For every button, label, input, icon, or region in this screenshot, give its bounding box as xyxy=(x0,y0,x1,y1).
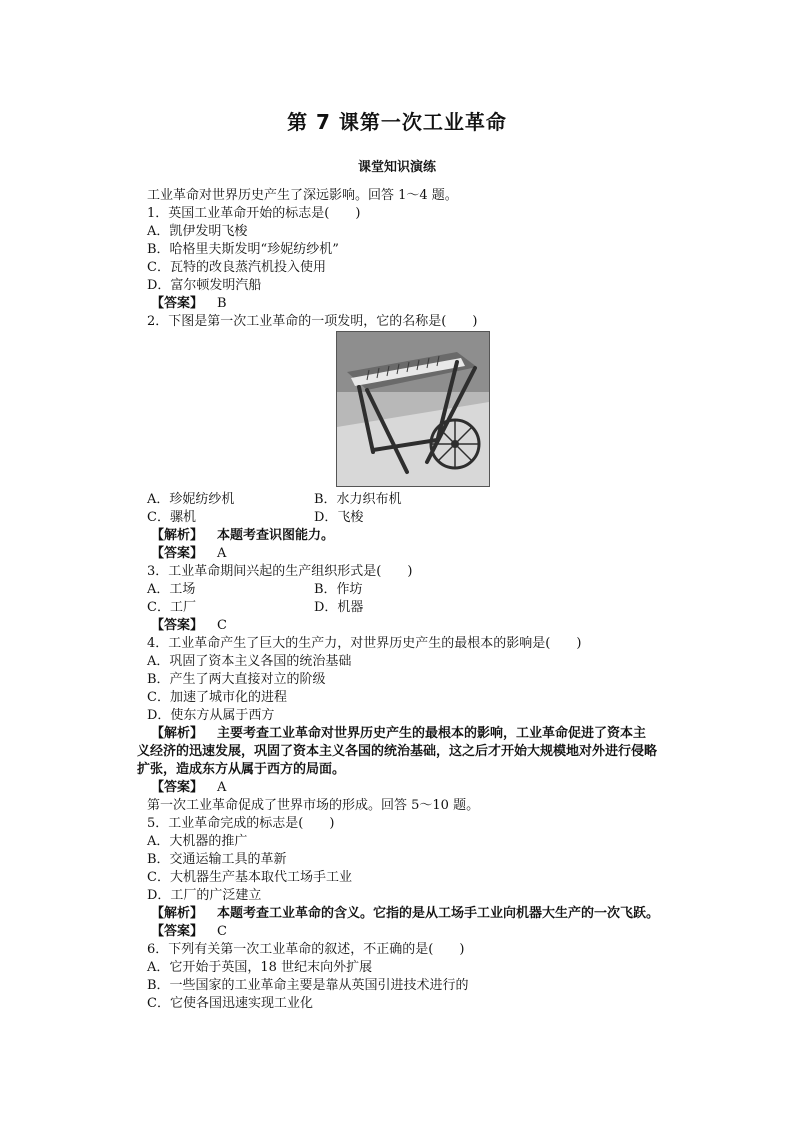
q3-stem: 3．工业革命期间兴起的生产组织形式是( ) xyxy=(147,564,413,579)
q3-options-row-2 xyxy=(147,599,687,617)
q2-answer xyxy=(147,545,687,563)
q4-option-c: C．加速了城市化的进程 xyxy=(147,690,287,705)
q2-figure xyxy=(139,331,687,491)
intro-5-10: 第一次工业革命促成了世界市场的形成。回答 5～10 题。 xyxy=(147,798,480,813)
q6-option-b: B．一些国家的工业革命主要是靠从英国引进技术进行的 xyxy=(147,978,469,993)
q4-answer xyxy=(147,779,687,797)
q5-answer-value: C xyxy=(217,924,227,939)
q5-analysis xyxy=(147,905,687,923)
q4-analysis-line-3: 扩张，造成东方从属于西方的局面。 xyxy=(137,762,346,777)
q1-answer xyxy=(147,295,687,313)
spinning-jenny-image xyxy=(336,331,490,487)
q4-answer-value: A xyxy=(217,780,227,795)
q3-option-a: A．工场 xyxy=(147,582,196,597)
answer-tag: 【答案】 xyxy=(151,296,204,311)
q5-answer xyxy=(147,923,687,941)
spinning-jenny-drawing xyxy=(337,332,489,486)
analysis-tag: 【解析】 xyxy=(151,528,204,543)
q6-option-c: C．它使各国迅速实现工业化 xyxy=(147,996,313,1011)
q4-analysis-line-2: 义经济的迅速发展，巩固了资本主义各国的统治基础，这之后才开始大规模地对外进行侵略 xyxy=(137,744,658,759)
q3-option-d: D．机器 xyxy=(314,600,364,615)
answer-tag: 【答案】 xyxy=(151,546,204,561)
q1-option-b: B．哈格里夫斯发明“珍妮纺纱机” xyxy=(147,242,339,257)
q1-option-a: A．凯伊发明飞梭 xyxy=(147,224,248,239)
q4-option-a: A．巩固了资本主义各国的统治基础 xyxy=(147,654,352,669)
analysis-tag: 【解析】 xyxy=(151,906,204,921)
q1-option-c: C．瓦特的改良蒸汽机投入使用 xyxy=(147,260,326,275)
q2-stem: 2．下图是第一次工业革命的一项发明，它的名称是( ) xyxy=(147,314,478,329)
q2-analysis xyxy=(147,527,687,545)
q6-option-a: A．它开始于英国，18 世纪末向外扩展 xyxy=(147,960,373,975)
document-body xyxy=(137,187,687,1013)
q4-analysis-text-1: 主要考查工业革命对世界历史产生的最根本的影响，工业革命促进了资本主 xyxy=(217,726,647,741)
q2-option-b: B．水力织布机 xyxy=(314,492,402,507)
section-subtitle: 课堂知识演练 xyxy=(357,160,436,175)
q2-answer-value: A xyxy=(217,546,227,561)
q2-option-c: C．骡机 xyxy=(147,510,196,525)
q5-option-b: B．交通运输工具的革新 xyxy=(147,852,287,867)
intro-1-4: 工业革命对世界历史产生了深远影响。回答 1～4 题。 xyxy=(147,188,458,203)
answer-tag: 【答案】 xyxy=(151,618,204,633)
answer-tag: 【答案】 xyxy=(151,780,204,795)
q6-stem: 6．下列有关第一次工业革命的叙述，不正确的是( ) xyxy=(147,942,465,957)
q2-option-d: D．飞梭 xyxy=(314,510,364,525)
q2-option-a: A．珍妮纺纱机 xyxy=(147,492,235,507)
q4-option-b: B．产生了两大直接对立的阶级 xyxy=(147,672,326,687)
answer-tag: 【答案】 xyxy=(151,924,204,939)
q5-analysis-text: 本题考查工业革命的含义。它指的是从工场手工业向机器大生产的一次飞跃。 xyxy=(217,906,660,921)
q2-options-row-2 xyxy=(147,509,687,527)
q3-answer-value: C xyxy=(217,618,227,633)
q1-option-d: D．富尔顿发明汽船 xyxy=(147,278,262,293)
q1-answer-value: B xyxy=(217,296,227,311)
analysis-tag: 【解析】 xyxy=(151,726,204,741)
q3-answer xyxy=(147,617,687,635)
q3-option-c: C．工厂 xyxy=(147,600,196,615)
q5-option-c: C．大机器生产基本取代工场手工业 xyxy=(147,870,352,885)
q5-stem: 5．工业革命完成的标志是( ) xyxy=(147,816,335,831)
page-title: 第 7 课第一次工业革命 xyxy=(287,110,507,134)
q3-option-b: B．作坊 xyxy=(314,582,363,597)
q4-stem: 4．工业革命产生了巨大的生产力，对世界历史产生的最根本的影响是( ) xyxy=(147,636,582,651)
q2-options-row-1 xyxy=(147,491,687,509)
q3-options-row-1 xyxy=(147,581,687,599)
q4-option-d: D．使东方从属于西方 xyxy=(147,708,275,723)
q1-stem: 1．英国工业革命开始的标志是( ) xyxy=(147,206,361,221)
q5-option-a: A．大机器的推广 xyxy=(147,834,248,849)
q4-analysis-line-1 xyxy=(147,725,687,743)
q2-analysis-text: 本题考查识图能力。 xyxy=(217,528,335,543)
q5-option-d: D．工厂的广泛建立 xyxy=(147,888,262,903)
